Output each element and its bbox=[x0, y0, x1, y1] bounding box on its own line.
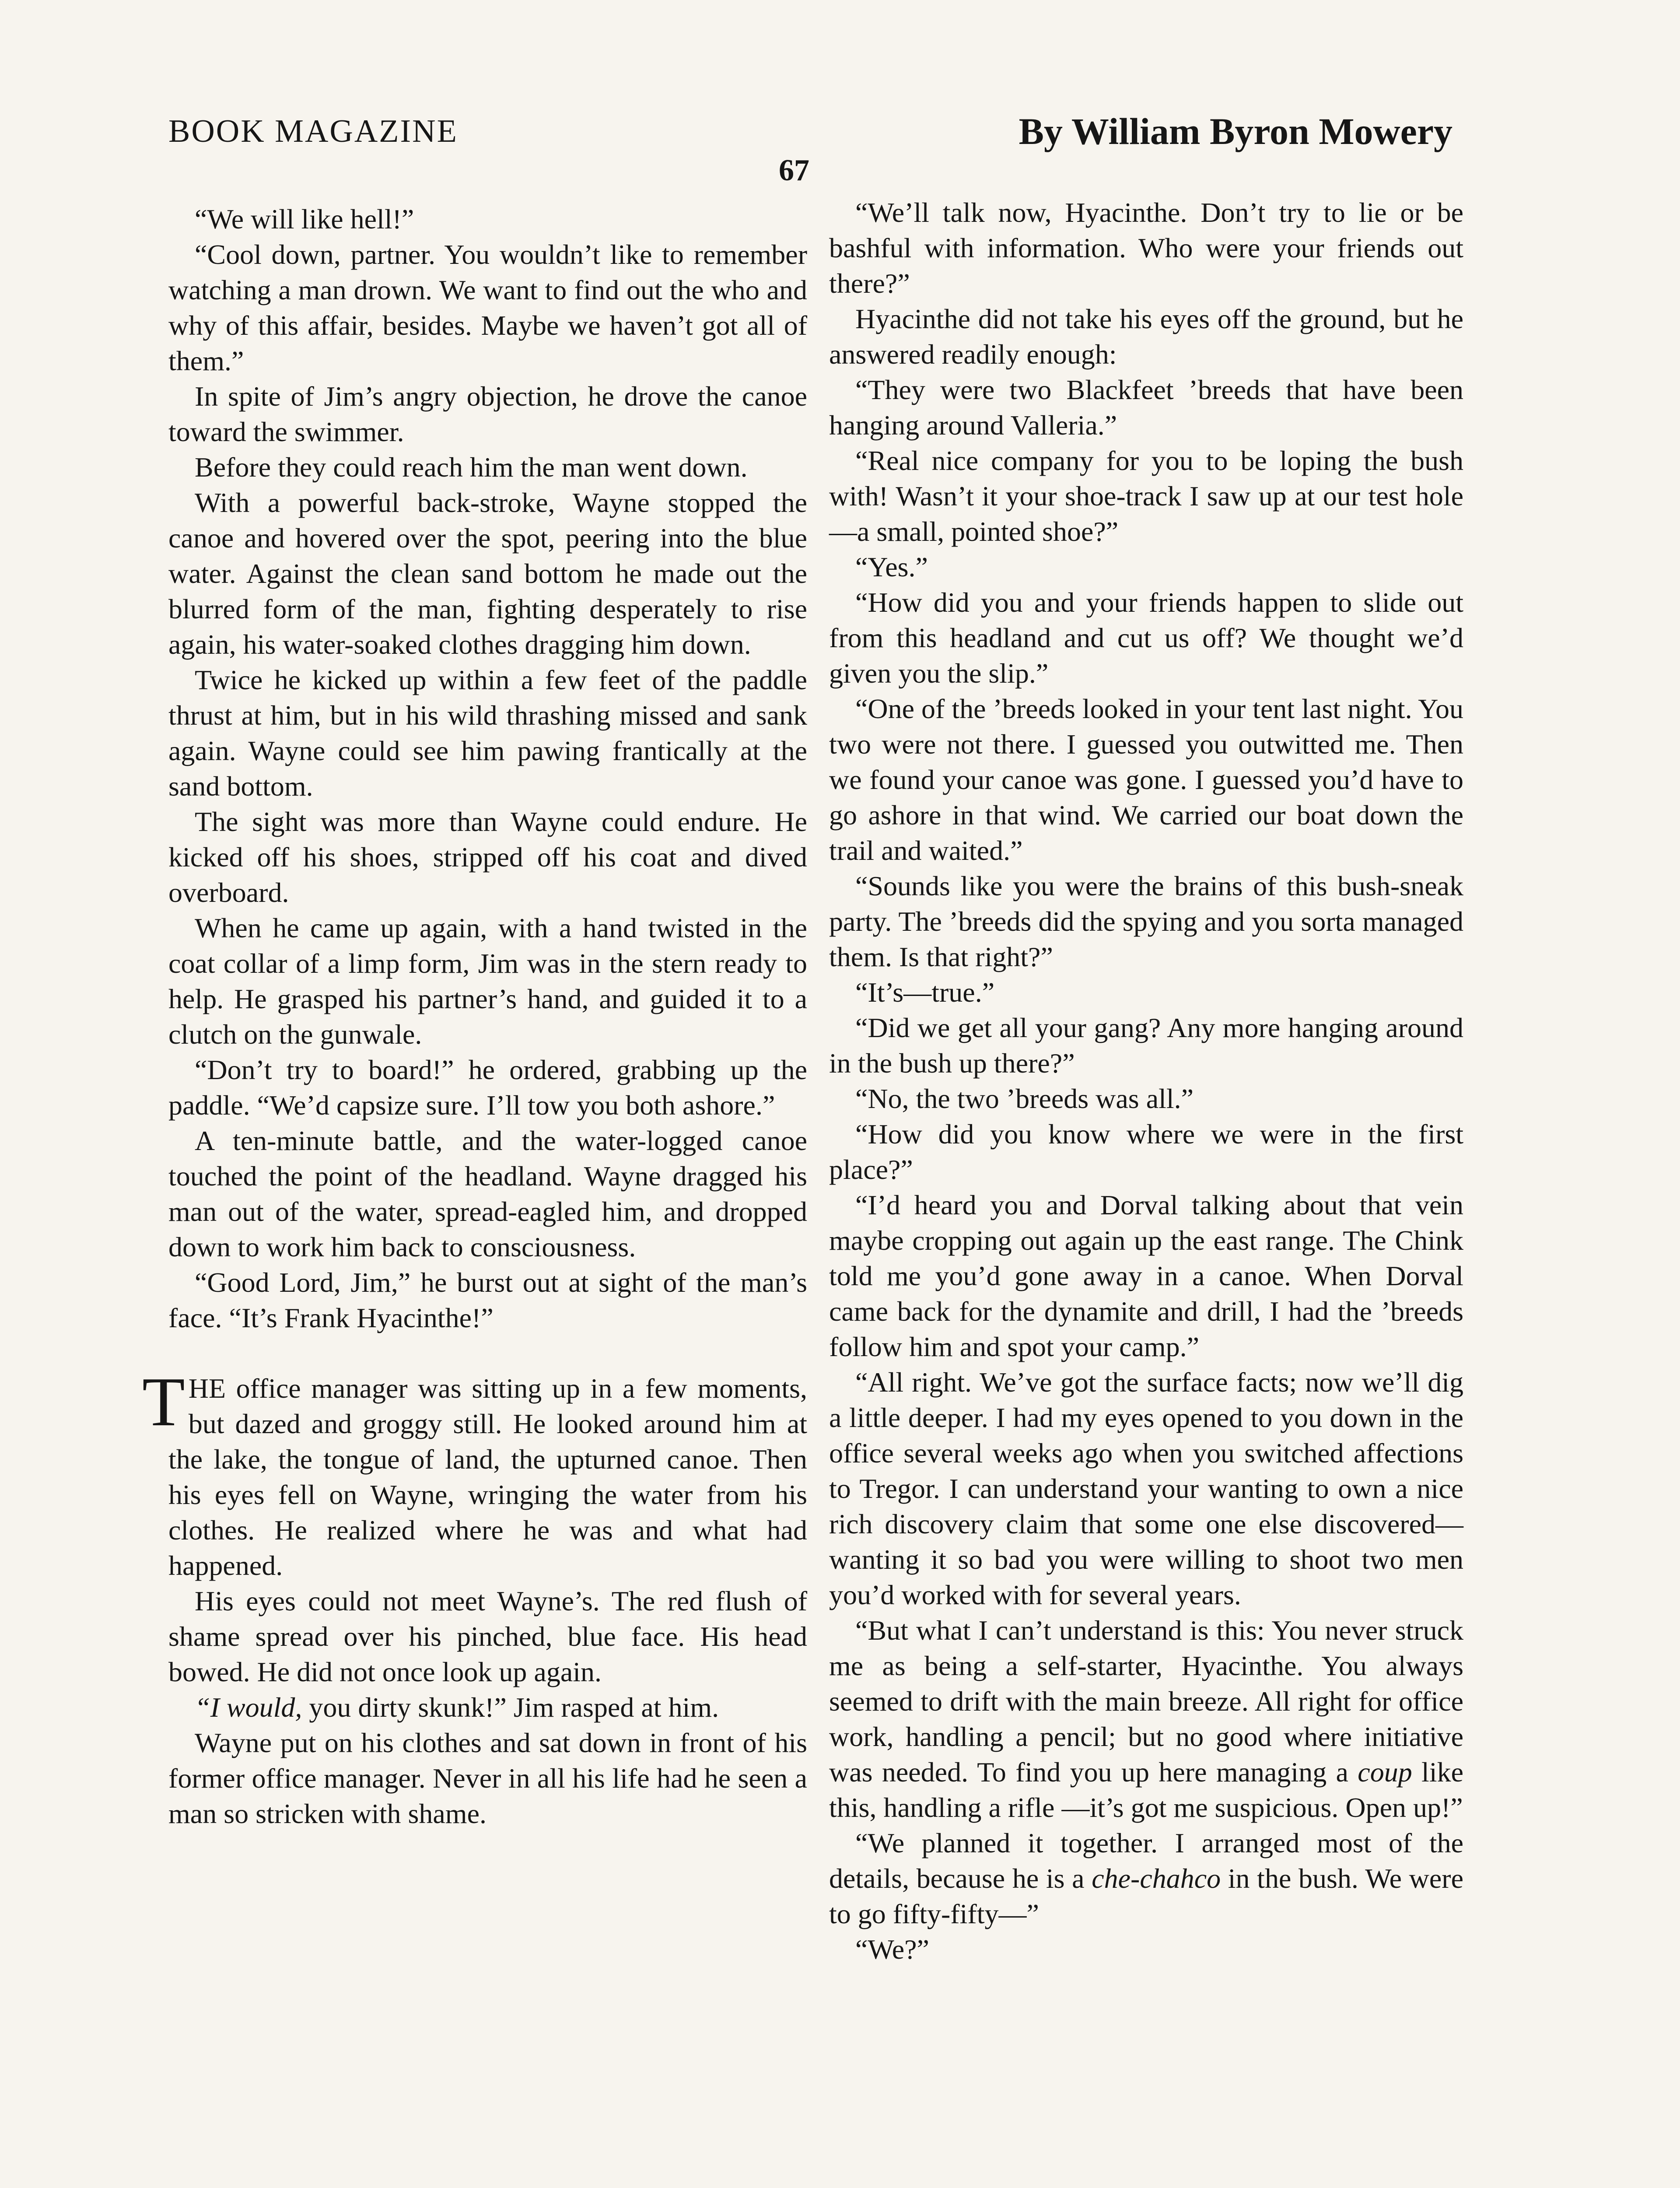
paragraph-text: “We planned it together. I arranged most of the details, because he is a bbox=[829, 1827, 1463, 1894]
paragraph: “How did you know where we were in the first place?” bbox=[829, 1119, 1463, 1185]
paragraph: “Sounds like you were the brains of this bush-sneak party. The ’breeds did the spying and you sorta managed them. Is that right?” bbox=[829, 870, 1463, 972]
drop-cap: T bbox=[142, 1363, 185, 1441]
paragraph: Twice he kicked up within a few feet of the paddle thrust at him, but in his wild thrashing missed and sank again. Wayne could see him pawing frantically at the sand bottom. bbox=[168, 664, 807, 802]
paragraph: “Don’t try to board!” he ordered, grabbing up the paddle. “We’d capsize sure. I’ll tow you both ashore.” bbox=[168, 1054, 807, 1121]
paragraph: “We?” bbox=[855, 1934, 929, 1965]
section-start-paragraph bbox=[142, 1363, 807, 1583]
right-column bbox=[829, 195, 1463, 1967]
paragraph: With a powerful back-stroke, Wayne stopped the canoe and hovered over the spot, peering into the blue water. Against the clean sand bottom he made out the blurred form of the man, fighting desperately to rise again, his water-soaked clothes dragging him down. bbox=[168, 487, 807, 660]
paragraph: “We will like hell!” bbox=[195, 203, 414, 235]
paragraph: “Yes.” bbox=[855, 551, 928, 582]
paragraph: “Cool down, partner. You wouldn’t like to remember watching a man drown. We want to find out the who and why of this affair, besides. Maybe we haven’t got all of them.” bbox=[168, 239, 807, 376]
paragraph-text: “But what I can’t understand is this: You never struck me as being a self-starter, Hyacinthe. You always seemed to drift with the main breeze. All right for office work, handling a pencil; but no good where initiative was needed. To find you up here managing a bbox=[829, 1615, 1463, 1788]
paragraph: “Real nice company for you to be loping the bush with! Wasn’t it your shoe-track I saw up at our test hole—a small, pointed shoe?” bbox=[829, 445, 1463, 547]
paragraph: A ten-minute battle, and the water-logged canoe touched the point of the headland. Wayne dragged his man out of the water, spread-eagled him, and dropped down to work him back to consciousness. bbox=[168, 1125, 807, 1262]
paragraph-text: you dirty skunk!” Jim rasped at him. bbox=[302, 1692, 719, 1723]
paragraph-text: in the bush. We were to go fifty-fifty—” bbox=[829, 1863, 1463, 1929]
paragraph: “All right. We’ve got the surface facts; now we’ll dig a little deeper. I had my eyes opened to you down in the office several weeks ago when you switched affections to Tregor. I can understand your wanting to own a nice rich discovery claim that some one else discovered—wanting it so bad you were willing to shoot two men you’d worked with for several years. bbox=[829, 1367, 1463, 1610]
paragraph: In spite of Jim’s angry objection, he drove the canoe toward the swimmer. bbox=[168, 381, 807, 447]
left-column bbox=[142, 201, 807, 1831]
paragraph-text: like this, handling a rifle —it’s got me suspicious. Open up!” bbox=[829, 1757, 1464, 1823]
paragraph: When he came up again, with a hand twisted in the coat collar of a limp form, Jim was in the stern ready to help. He grasped his partner’s hand, and guided it to a clutch on the gunwale. bbox=[168, 912, 807, 1050]
paragraph: Before they could reach him the man went down. bbox=[195, 452, 748, 483]
italic-text: “I would, bbox=[195, 1692, 302, 1723]
paragraph: “I’d heard you and Dorval talking about that vein maybe cropping out again up the east range. The Chink told me you’d gone away in a canoe. When Dorval came back for the dynamite and drill, I had the ’breeds follow him and spot your camp.” bbox=[829, 1189, 1463, 1362]
paragraph bbox=[829, 1613, 1463, 1825]
italic-text: coup bbox=[1358, 1757, 1412, 1788]
magazine-name: BOOK MAGAZINE bbox=[168, 113, 458, 149]
paragraph: “No, the two ’breeds was all.” bbox=[855, 1083, 1194, 1114]
paragraph: Hyacinthe did not take his eyes off the ground, but he answered readily enough: bbox=[829, 303, 1463, 370]
page-number: 67 bbox=[779, 154, 809, 187]
paragraph bbox=[168, 1690, 807, 1725]
paragraph bbox=[829, 1825, 1463, 1932]
paragraph: “We’ll talk now, Hyacinthe. Don’t try to lie or be bashful with information. Who were your friends out there?” bbox=[829, 197, 1463, 299]
paragraph-text: HE office manager was sitting up in a few moments, but dazed and groggy still. He looked around him at the lake, the tongue of land, the upturned canoe. Then his eyes fell on Wayne, wringing the water from his clothes. He realized where he was and what had happened. bbox=[168, 1373, 807, 1581]
paragraph: “It’s—true.” bbox=[855, 977, 995, 1008]
paragraph: “Did we get all your gang? Any more hanging around in the bush up there?” bbox=[829, 1012, 1463, 1079]
paragraph: The sight was more than Wayne could endure. He kicked off his shoes, stripped off his coat and dived overboard. bbox=[168, 806, 807, 908]
paragraph: “One of the ’breeds looked in your tent last night. You two were not there. I guessed you outwitted me. Then we found your canoe was gone. I guessed you’d have to go ashore in that wind. We carried our boat down the trail and waited.” bbox=[829, 693, 1463, 866]
paragraph: “How did you and your friends happen to slide out from this headland and cut us off? We thought we’d given you the slip.” bbox=[829, 587, 1463, 689]
paragraph: “They were two Blackfeet ’breeds that have been hanging around Valleria.” bbox=[829, 374, 1463, 441]
paragraph: His eyes could not meet Wayne’s. The red flush of shame spread over his pinched, blue face. His head bowed. He did not once look up again. bbox=[168, 1585, 807, 1687]
author-byline: By William Byron Mowery bbox=[1018, 110, 1452, 152]
paragraph: “Good Lord, Jim,” he burst out at sight of the man’s face. “It’s Frank Hyacinthe!” bbox=[168, 1267, 807, 1333]
paragraph: Wayne put on his clothes and sat down in front of his former office manager. Never in all his life had he seen a man so stricken with shame. bbox=[168, 1727, 807, 1829]
italic-text: che-chahco bbox=[1092, 1863, 1221, 1894]
